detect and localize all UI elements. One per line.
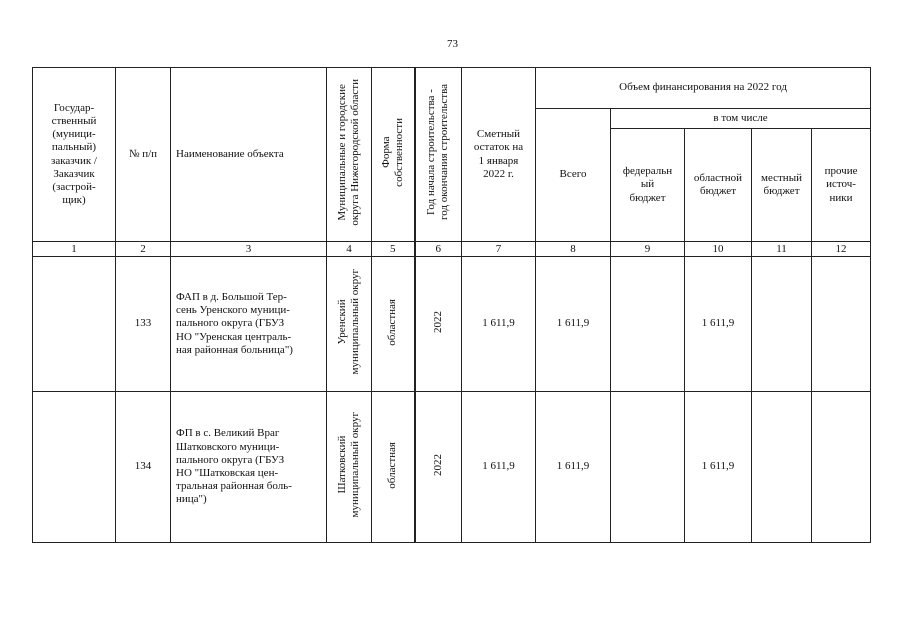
cell-regional: 1 611,9 [685,392,752,543]
column-number: 2 [116,242,171,257]
cell-federal [611,257,685,392]
cell-ownership [372,257,415,392]
cell-total: 1 611,9 [536,392,611,543]
header-customer: Государ- ственный (муници- пальный) заказчик / Заказчик (застрой- щик) [33,68,116,242]
cell-local [752,257,812,392]
cell-years-text: 2022 [431,453,444,476]
header-regional: областной бюджет [685,129,752,242]
column-number: 12 [812,242,871,257]
column-number: 1 [33,242,116,257]
column-number: 9 [611,242,685,257]
column-number: 6 [415,242,462,257]
cell-object-name: ФП в с. Великий Враг Шатковского муници- пального округа (ГБУЗ НО "Шатковская цен- тральная районная боль- ница") [171,392,327,543]
page-number: 73 [447,38,458,50]
cell-customer [33,257,116,392]
cell-ownership [372,392,415,543]
cell-num: 133 [116,257,171,392]
cell-customer [33,392,116,543]
header-local: местный бюджет [752,129,812,242]
column-number: 4 [327,242,372,257]
column-number: 3 [171,242,327,257]
cell-ownership-text: областная [386,441,399,489]
header-object-name: Наименование объекта [171,68,327,242]
cell-other [812,392,871,543]
cell-municipality [327,257,372,392]
header-municipality-text: Муниципальные и городские округа Нижегородской области [335,79,361,226]
cell-municipality [327,392,372,543]
cell-ownership-text: областная [386,298,399,346]
cell-other [812,257,871,392]
header-total: Всего [536,109,611,242]
header-funding-group: Объем финансирования на 2022 год [536,68,871,109]
header-num: № п/п [116,68,171,242]
table-row [33,392,871,543]
cell-estimate: 1 611,9 [462,257,536,392]
header-other: прочие источ- ники [812,129,871,242]
cell-years [415,392,462,543]
cell-regional: 1 611,9 [685,257,752,392]
cell-object-name: ФАП в д. Большой Тер- сень Уренского муници- пального округа (ГБУЗ НО "Уренская централь- ная районная больница") [171,257,327,392]
cell-estimate: 1 611,9 [462,392,536,543]
header-estimate: Сметный остаток на 1 января 2022 г. [462,68,536,242]
column-number-row [33,242,871,257]
cell-municipality-text: Уренский муниципальный округ [335,269,361,375]
header-ownership-text: Форма собственности [379,118,405,187]
column-number: 5 [372,242,415,257]
cell-local [752,392,812,543]
header-including: в том числе [611,109,871,129]
cell-years [415,257,462,392]
cell-years-text: 2022 [431,310,444,333]
cell-num: 134 [116,392,171,543]
column-number: 7 [462,242,536,257]
header-federal: федеральн ый бюджет [611,129,685,242]
column-number: 11 [752,242,812,257]
header-years [415,68,462,242]
header-years-text: Год начала строительства - год окончания строительства [425,84,451,221]
cell-federal [611,392,685,543]
table-row [33,257,871,392]
header-ownership [372,68,415,242]
column-number: 10 [685,242,752,257]
cell-municipality-text: Шатковский муниципальный округ [335,412,361,518]
column-number: 8 [536,242,611,257]
cell-total: 1 611,9 [536,257,611,392]
header-municipality [327,68,372,242]
financing-table [32,67,871,543]
